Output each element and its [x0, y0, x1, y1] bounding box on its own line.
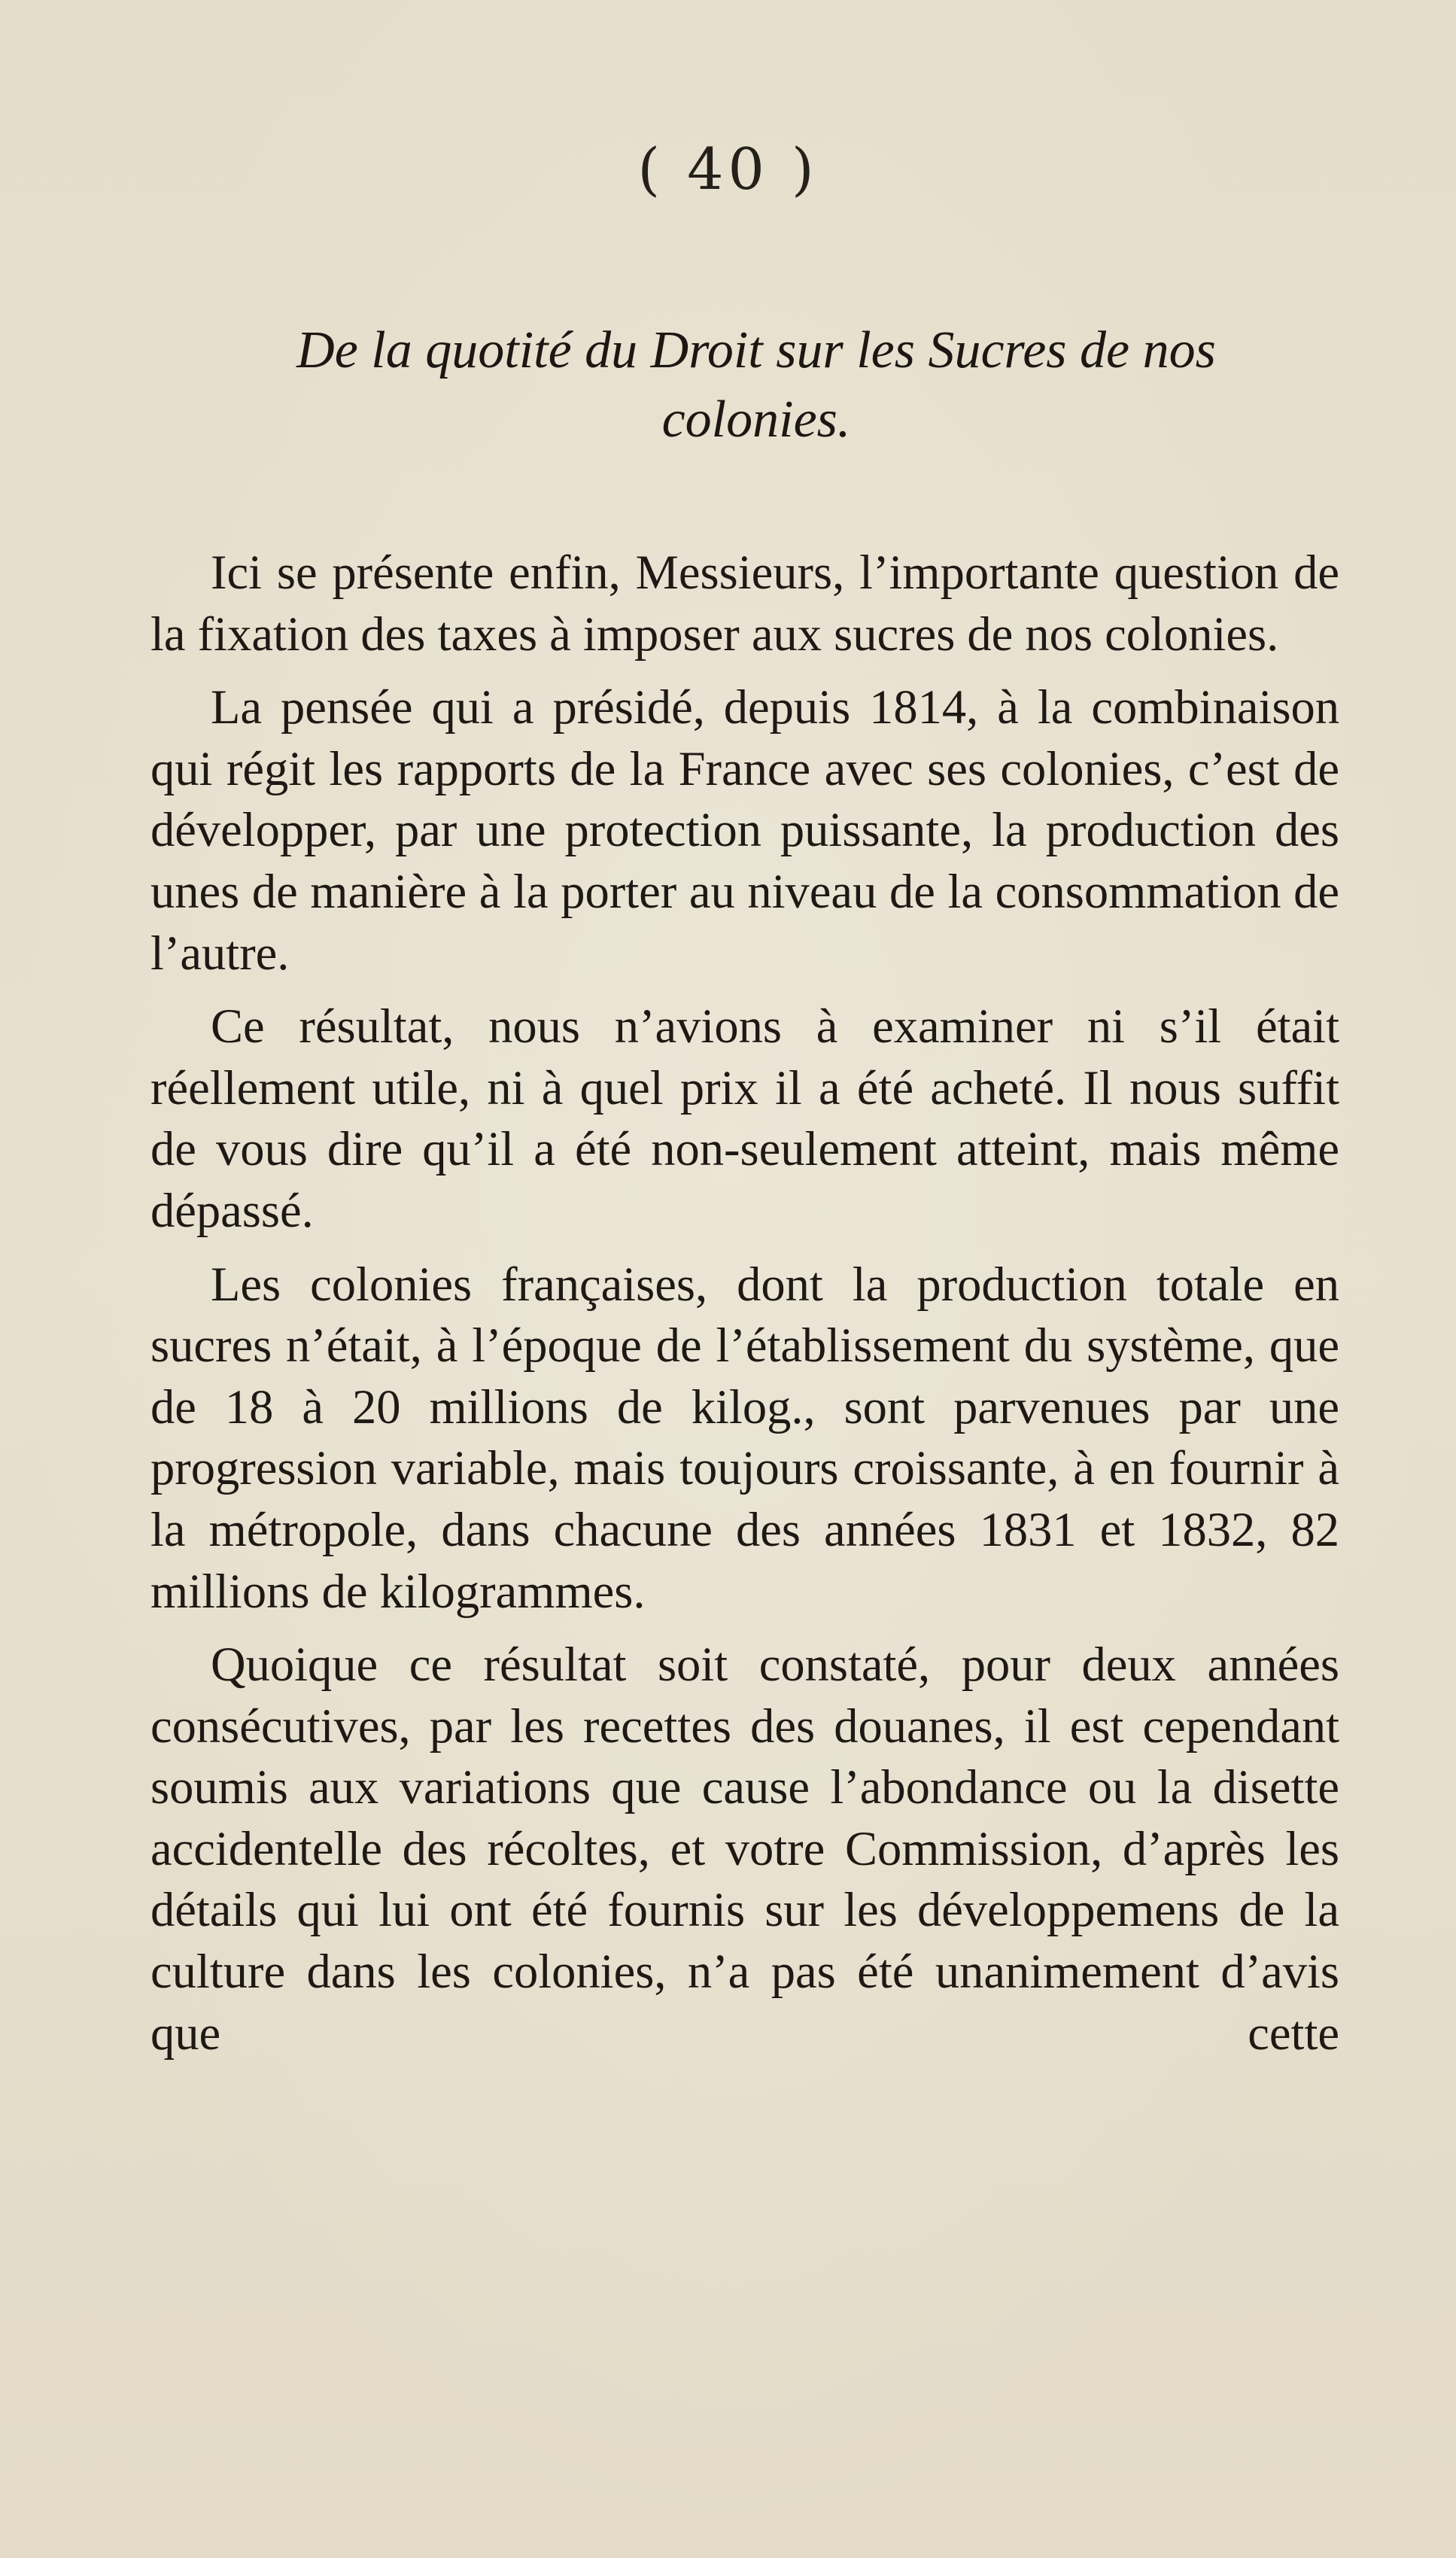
body-text: [150, 542, 1339, 2076]
section-title: De la quotité du Droit sur les Sucres de nos colonies.: [296, 321, 1216, 449]
paragraph: Les colonies françaises, dont la production totale en sucres n’était, à l’époque de l’établissement du système, que de 18 à 20 millions de kilog., sont parvenues par une progression variable, mais toujours croissante, à en fournir à la métropole, dans chacune des années 1831 et 1832, 82 millions de kilogrammes.: [150, 1257, 1339, 1618]
paragraph: Ce résultat, nous n’avions à examiner ni s’il était réellement utile, ni à quel prix il a été acheté. Il nous suffit de vous dire qu’il a été non-seulement atteint, mais même dépassé.: [150, 999, 1339, 1237]
paragraph: Ici se présente enfin, Messieurs, l’importante question de la fixation des taxes à imposer aux sucres de nos colonies.: [150, 546, 1339, 661]
paragraph: Quoique ce résultat soit constaté, pour deux années consécutives, par les recettes des douanes, il est cependant soumis aux variations que cause l’abondance ou la disette accidentelle des récoltes, et votre Commission, d’après les détails qui lui ont été fournis sur les développemens de la culture dans les colonies, n’a pas été unanimement d’avis que cette: [150, 1638, 1339, 2060]
page-number: ( 40 ): [637, 135, 819, 202]
paragraph: La pensée qui a présidé, depuis 1814, à la combinaison qui régit les rapports de la France avec ses colonies, c’est de développer, par une protection puissante, la production des unes de manière à la porter au niveau de la consommation de l’autre.: [150, 680, 1339, 980]
